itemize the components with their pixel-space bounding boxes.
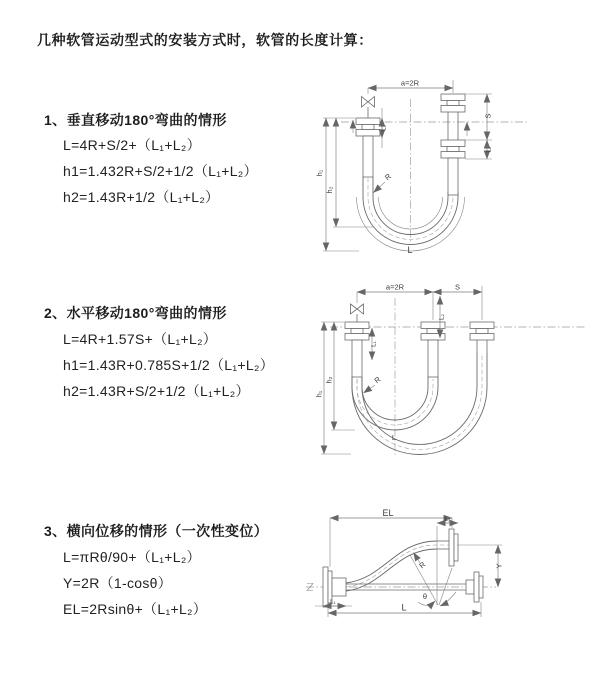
upper-right-flange [449,529,458,566]
valve-icon [362,97,375,119]
length-label-l: L [391,433,397,442]
section-3-heading: 3、横向位移的情形（一次性变位） [44,523,269,539]
dim-label-a2r: a=2R [400,78,420,88]
braided-hose-section [363,136,373,177]
dim-label-l1: L₁ [370,341,378,347]
left-flange-fitting [356,118,380,177]
dim-label-l1: L₁ [380,125,388,131]
u-bend-hose-position-2 [352,353,487,455]
angle-arc-left [418,601,435,605]
braided-hose-section [428,340,438,377]
left-flange-fitting [345,322,369,377]
dim-label-l: L [401,602,407,613]
formula-line: L=4R+S/2+（L₁+L₂） [63,137,201,153]
dim-label-l2: L₂ [438,314,446,320]
diagram-horizontal-180-bend [315,282,600,462]
dim-label-h1: h₁ [315,169,324,177]
section-1-heading: 1、垂直移动180°弯曲的情形 [44,112,227,128]
dim-label-h1: h₁ [314,390,324,398]
section-2-heading: 2、水平移动180°弯曲的情形 [44,305,227,321]
radius-label-r: R [372,374,383,386]
angle-label-theta: θ [422,592,428,601]
formula-line: h2=1.43R+1/2（L₁+L₂） [63,189,220,205]
formula-line: h1=1.43R+0.785S+1/2（L₁+L₂） [63,357,274,373]
braided-hose-section [448,158,458,195]
dimension-lines [315,283,483,455]
section-1-formulas [63,132,258,210]
middle-flange-fitting [421,322,445,377]
radius-label-r: R [417,559,428,571]
section-2-formulas [63,326,274,404]
braided-hose-section [352,340,362,377]
formula-line: h2=1.43R+S/2+1/2（L₁+L₂） [63,383,250,399]
valve-icon [351,304,364,322]
angle-arc-right [440,592,456,606]
right-flange-fitting [470,322,494,353]
right-flange-fitting [441,94,465,195]
section-3-formulas [63,544,207,622]
formula-line: Y=2R（1-cosθ） [63,575,173,591]
dim-label-y: Y [494,563,504,569]
length-label-l: L [407,245,413,255]
dim-label-a2r: a=2R [385,282,405,292]
dim-label-s: S [454,282,461,292]
dim-label-l1: L₁ [330,598,336,606]
formula-line: L=πRθ/90+（L₁+L₂） [63,549,201,565]
dim-label-h2: h₂ [324,376,334,384]
dim-label-l2: L₂ [485,146,493,153]
s-curve-hose [346,541,449,591]
lower-right-flange [466,572,483,602]
dim-label-h2: h₂ [325,186,334,194]
formula-line: EL=2Rsinθ+（L₁+L₂） [63,601,208,617]
formula-line: h1=1.432R+S/2+1/2（L₁+L₂） [63,163,258,179]
diagram-lateral-displacement [300,510,600,622]
formula-line: L=4R+1.57S+（L₁+L₂） [63,331,218,347]
dim-label-s: S [483,113,493,119]
page-title: 几种软管运动型式的安装方式时，软管的长度计算： [37,32,373,48]
dim-label-el: EL [382,508,394,518]
diagram-vertical-180-bend [315,75,545,259]
dim-label-l2: L₂ [444,516,451,523]
radius-label-r: R [383,171,393,183]
